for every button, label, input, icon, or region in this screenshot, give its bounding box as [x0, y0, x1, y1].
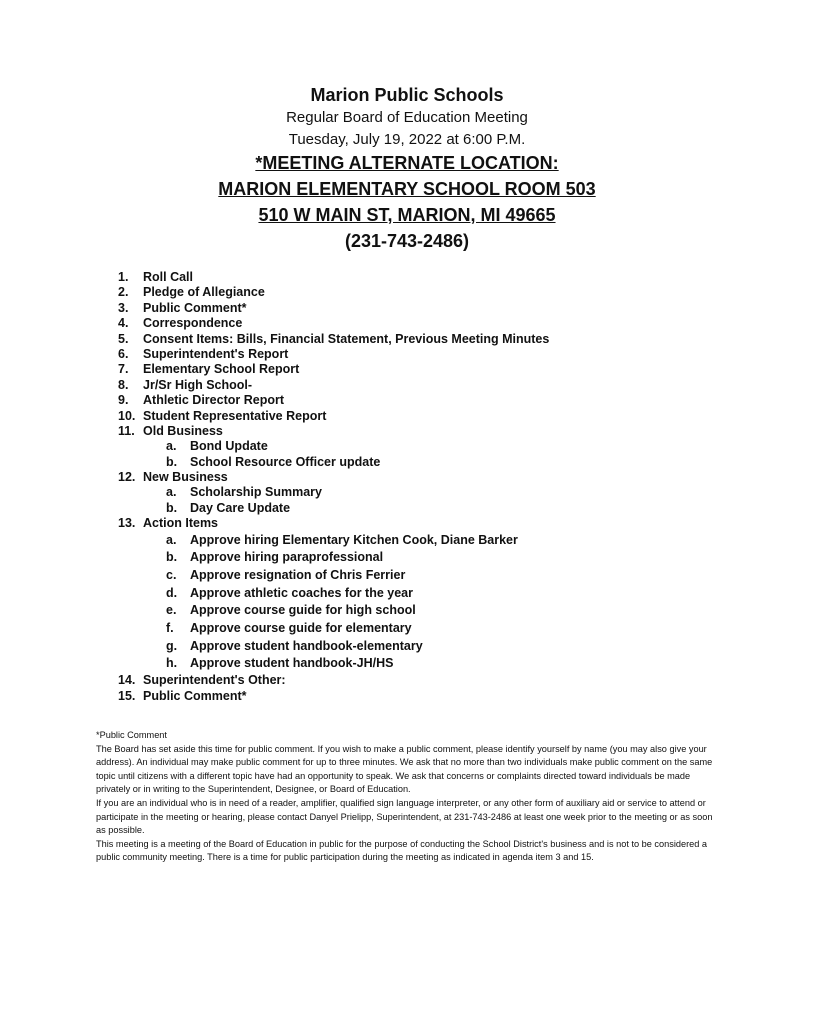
subitem-letter: c.: [166, 568, 177, 583]
agenda-item-label: Jr/Sr High School-: [143, 377, 253, 392]
org-title: Marion Public Schools: [310, 85, 504, 105]
agenda-item-number: 2.: [118, 285, 129, 300]
agenda-subitem: [118, 549, 758, 567]
subitem-letter: b.: [166, 454, 178, 469]
agenda-item-label: Correspondence: [143, 316, 243, 331]
agenda-item-label: Student Representative Report: [143, 408, 327, 423]
agenda-subitem: [118, 638, 758, 656]
agenda-item-label: Action Items: [143, 516, 219, 531]
agenda-item-number: 8.: [118, 377, 129, 392]
agenda-item-label: Superintendent's Other:: [143, 673, 286, 688]
agenda-item-number: 1.: [118, 270, 129, 284]
meeting-type: Regular Board of Education Meeting: [286, 109, 528, 126]
agenda-item: [118, 409, 758, 424]
agenda-item: [118, 270, 758, 285]
agenda-item-label: Public Comment*: [143, 688, 247, 703]
subitem-letter: b.: [166, 550, 178, 565]
agenda-item-label: Public Comment*: [143, 300, 247, 315]
agenda-item-number: 5.: [118, 331, 129, 346]
agenda-item: [118, 516, 758, 531]
public-comment-notes: [96, 729, 722, 865]
phone-number: (231-743-2486): [344, 231, 470, 251]
agenda-item: [118, 316, 758, 331]
agenda-subitem: [118, 655, 758, 673]
agenda-subitem: [118, 439, 758, 454]
meeting-date: Tuesday, July 19, 2022 at 6:00 P.M.: [288, 131, 526, 148]
agenda-subitem: [118, 585, 758, 603]
agenda-item-number: 11.: [118, 423, 135, 438]
document-header: [0, 84, 814, 256]
notes-paragraph-accessibility: If you are an individual who is in need of a reader, amplifier, qualified sign language interpreter, or any other form of auxiliary aid or service to attend or participate in the meeting or hearing, please contact Danyel Prielipp, Superintendent, at 231-743-2486 at least one week prior to the meeting or as soon as possible.: [96, 797, 713, 836]
subitem-letter: b.: [166, 500, 178, 515]
subitem-label: Bond Update: [190, 439, 268, 454]
agenda-item-number: 6.: [118, 346, 129, 361]
notes-heading: *Public Comment: [96, 730, 167, 740]
agenda-item-label: Elementary School Report: [143, 362, 300, 377]
agenda-item-label: Roll Call: [143, 270, 194, 284]
agenda-item-number: 7.: [118, 362, 129, 377]
location-name: MARION ELEMENTARY SCHOOL ROOM 503: [218, 179, 596, 199]
agenda-item-label: Old Business: [143, 423, 223, 438]
agenda-item: [118, 673, 758, 688]
subitem-letter: a.: [166, 485, 177, 500]
agenda-subitem: [118, 532, 758, 550]
agenda-subitem: [118, 485, 758, 500]
agenda-item: [118, 378, 758, 393]
agenda-item-number: 10.: [118, 408, 136, 423]
agenda-item-label: New Business: [143, 470, 228, 485]
notes-paragraph-comment-policy: The Board has set aside this time for public comment. If you wish to make a public comment, please identify yourself by name (you may also give your address). An individual may make public comment for up to three minutes. We ask that no more than two individuals make public comment on the same topic until citizens with a different topic have had an opportunity to speak. We ask that concerns or complaints directed toward individuals be made privately or in writing to the Superintendent, Designee, or Board of Education.: [96, 743, 713, 795]
subitem-label: Approve course guide for elementary: [190, 621, 412, 636]
subitem-letter: a.: [166, 532, 177, 547]
subitem-label: Approve hiring paraprofessional: [190, 550, 384, 565]
agenda-item-label: Superintendent's Report: [143, 346, 289, 361]
subitem-letter: d.: [166, 585, 178, 600]
subitem-letter: f.: [166, 621, 174, 636]
notes-paragraph-meeting-purpose: This meeting is a meeting of the Board of Education in public for the purpose of conducting the School District's business and is not to be considered a public community meeting. There is a time for public participation during the meeting as indicated in agenda item 3 and 15.: [96, 838, 708, 863]
agenda-subitem: [118, 602, 758, 620]
agenda-item-label: Consent Items: Bills, Financial Statement, Previous Meeting Minutes: [143, 331, 550, 346]
agenda-item: [118, 424, 758, 439]
agenda-item-label: Athletic Director Report: [143, 393, 284, 408]
subitem-label: Scholarship Summary: [190, 485, 322, 500]
agenda-subitem: [118, 501, 758, 516]
agenda-item-label: Pledge of Allegiance: [143, 285, 265, 300]
subitem-label: Approve course guide for high school: [190, 603, 416, 618]
subitem-letter: a.: [166, 439, 177, 454]
agenda-item-number: 3.: [118, 300, 129, 315]
agenda-item: [118, 689, 758, 704]
agenda-subitem: [118, 620, 758, 638]
agenda-list: [118, 270, 758, 704]
agenda-item: [118, 470, 758, 485]
agenda-item: [118, 332, 758, 347]
agenda-item: [118, 285, 758, 300]
agenda-subitem: [118, 567, 758, 585]
subitem-letter: h.: [166, 656, 178, 671]
agenda-item-number: 4.: [118, 316, 129, 331]
subitem-label: Approve resignation of Chris Ferrier: [190, 568, 406, 583]
agenda-item: [118, 301, 758, 316]
subitem-letter: e.: [166, 603, 177, 618]
subitem-label: Approve student handbook-JH/HS: [190, 656, 394, 671]
agenda-item-number: 9.: [118, 393, 129, 408]
subitem-label: Approve hiring Elementary Kitchen Cook, Diane Barker: [190, 532, 518, 547]
agenda-item-number: 12.: [118, 470, 136, 485]
subitem-label: Approve athletic coaches for the year: [190, 585, 413, 600]
location-address: 510 W MAIN ST, MARION, MI 49665: [258, 205, 556, 225]
agenda-subitem: [118, 455, 758, 470]
subitem-label: Approve student handbook-elementary: [190, 638, 423, 653]
agenda-item-number: 14.: [118, 673, 136, 688]
subitem-label: Day Care Update: [190, 500, 291, 515]
subitem-letter: g.: [166, 638, 178, 653]
alternate-location-notice: *MEETING ALTERNATE LOCATION:: [255, 153, 559, 173]
agenda-item-number: 15.: [118, 688, 136, 703]
agenda-item: [118, 393, 758, 408]
subitem-label: School Resource Officer update: [190, 454, 381, 469]
agenda-item: [118, 347, 758, 362]
agenda-item: [118, 362, 758, 377]
agenda-item-number: 13.: [118, 516, 136, 531]
